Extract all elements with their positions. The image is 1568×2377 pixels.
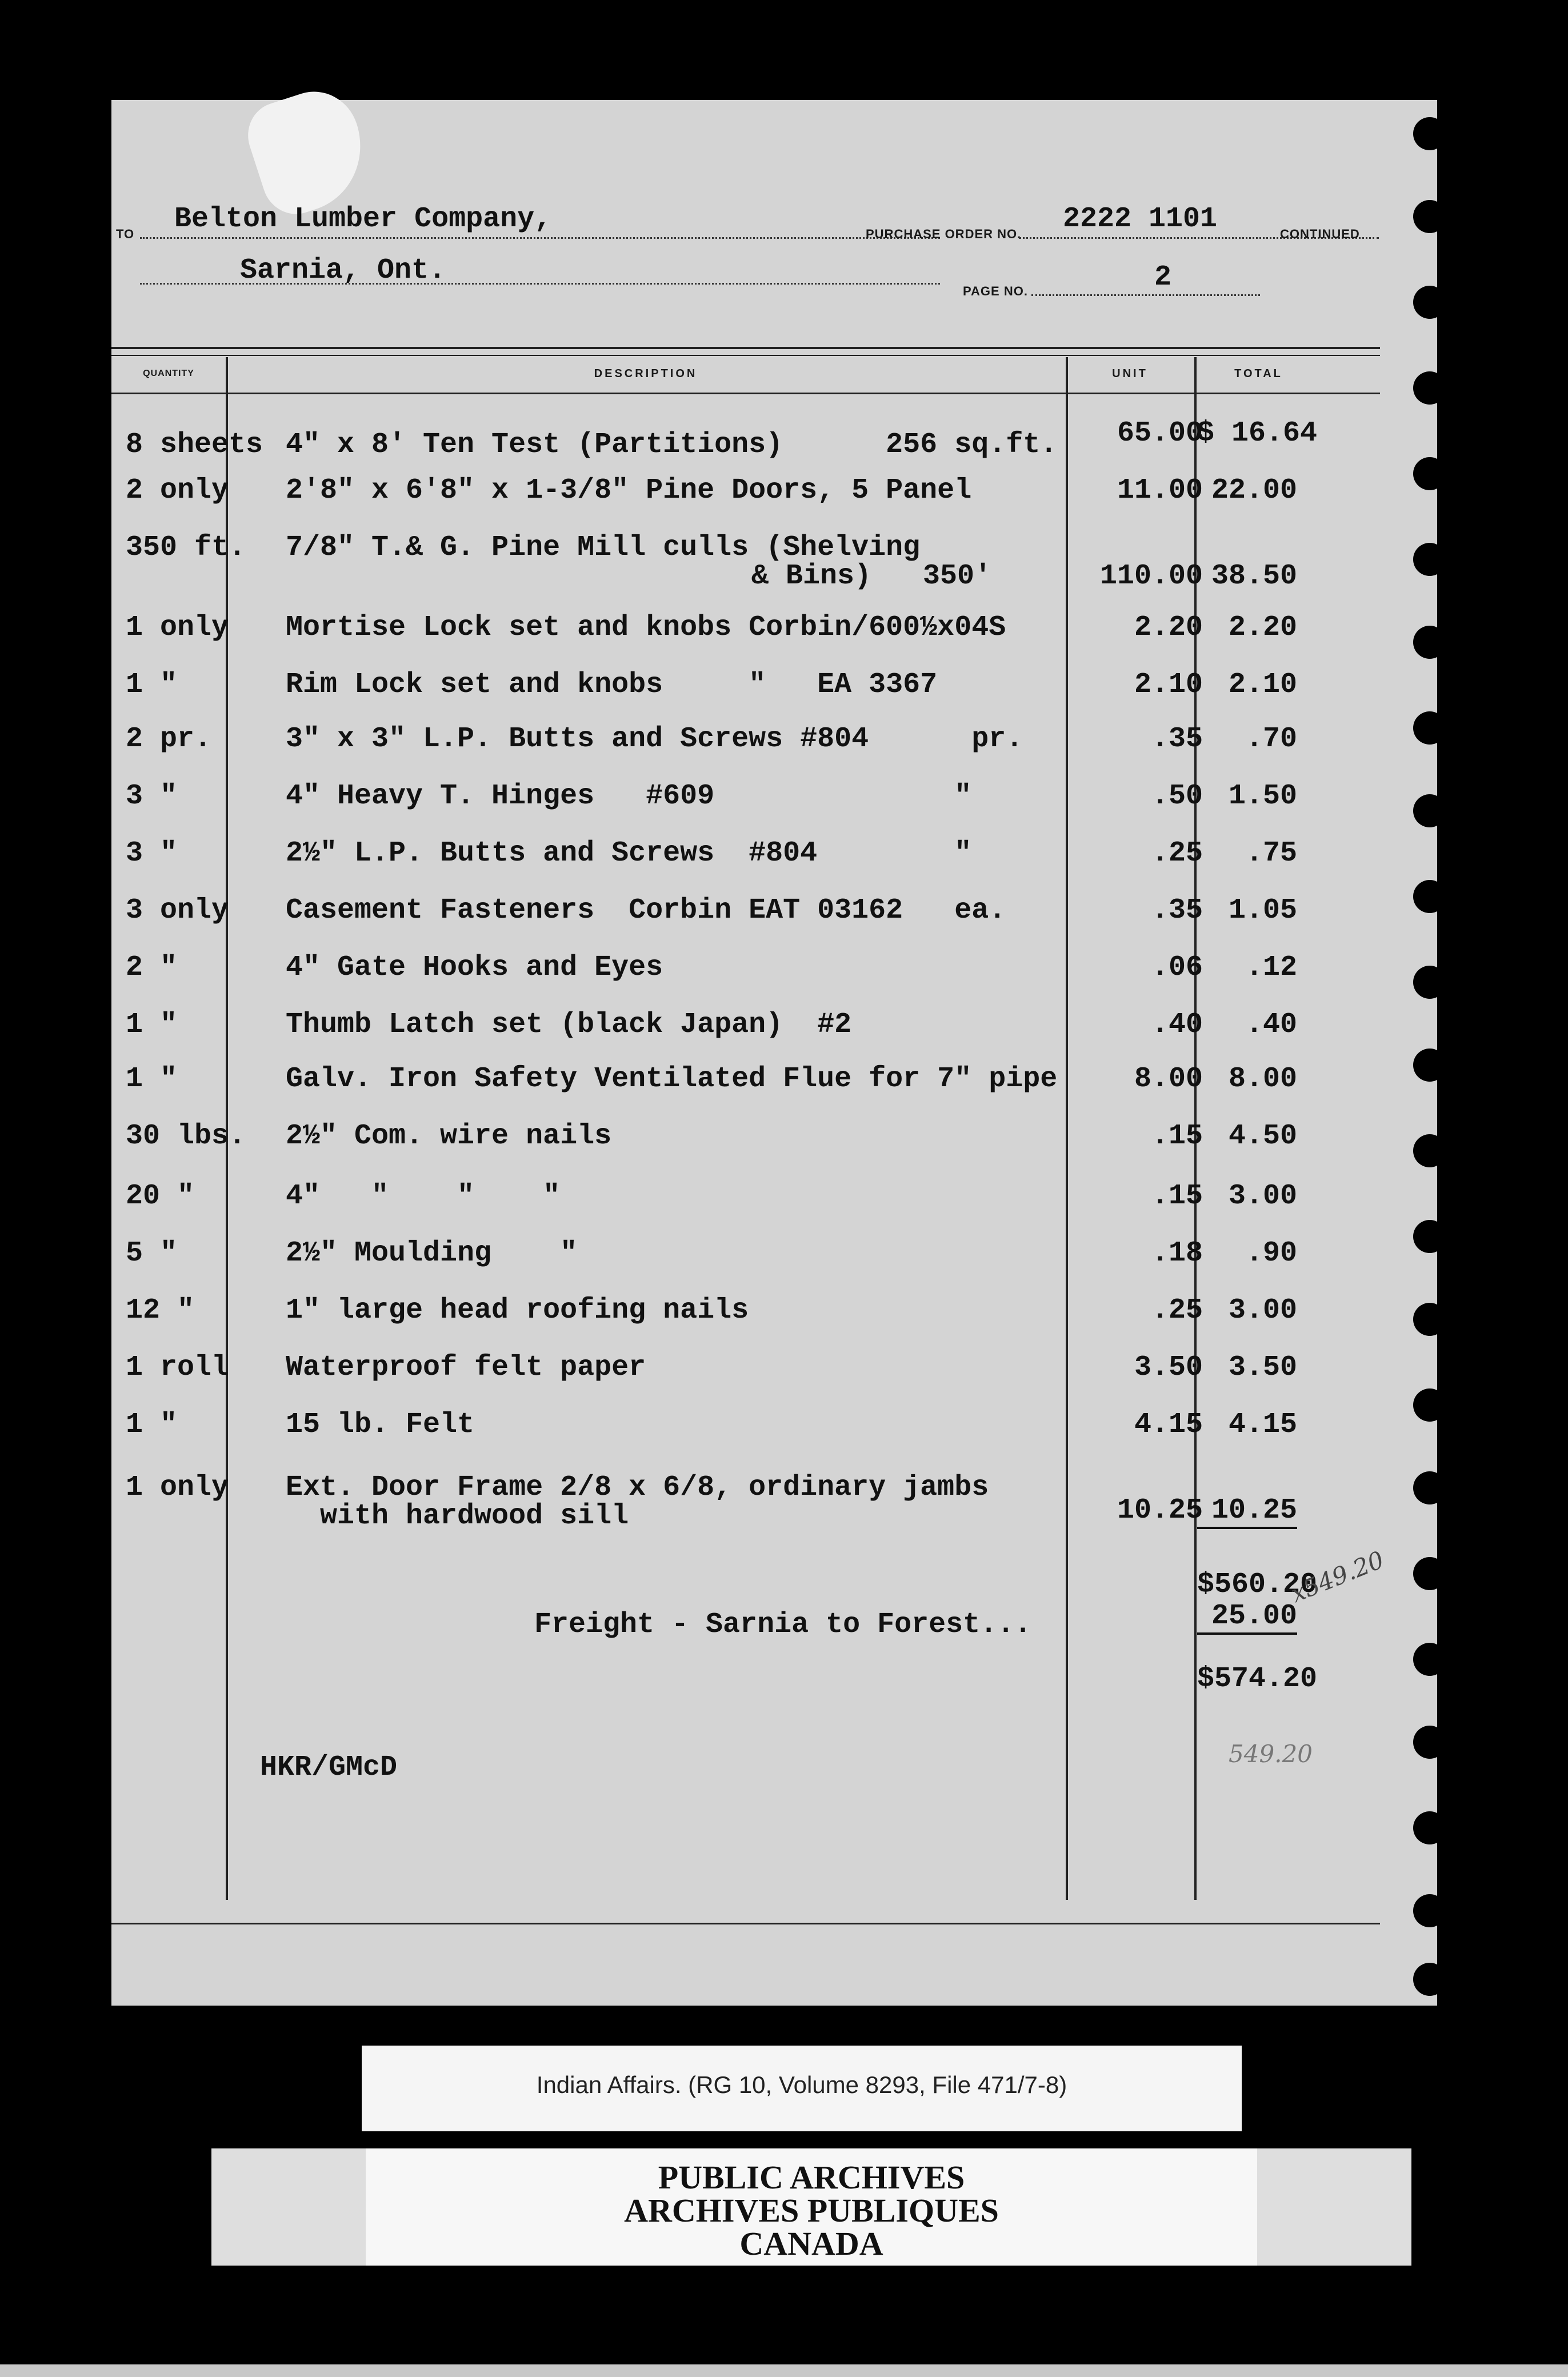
- item-description-cont: & Bins) 350': [751, 560, 992, 593]
- torn-corner: [239, 81, 378, 223]
- item-unit-price: 8.00: [1134, 1063, 1203, 1095]
- item-description: 1" large head roofing nails: [286, 1294, 749, 1327]
- page-number: 2: [1154, 261, 1172, 294]
- purchase-order-page: [111, 100, 1437, 2006]
- to-label: TO: [116, 227, 135, 241]
- punch-hole: [1413, 1894, 1446, 1927]
- item-description: Ext. Door Frame 2/8 x 6/8, ordinary jambs: [286, 1471, 989, 1504]
- table-row: [111, 669, 1437, 709]
- table-row: [111, 1063, 1437, 1103]
- table-row: [111, 780, 1437, 820]
- item-quantity: 350 ft.: [126, 531, 246, 564]
- table-row: [111, 611, 1437, 651]
- item-unit-price: 4.15: [1134, 1408, 1203, 1441]
- item-quantity: 30 lbs.: [126, 1120, 246, 1153]
- to-line: [140, 237, 940, 239]
- item-quantity: 5 ": [126, 1237, 178, 1270]
- item-quantity: 3 ": [126, 837, 178, 870]
- item-quantity: 3 only: [126, 894, 229, 927]
- item-quantity: 12 ": [126, 1294, 195, 1327]
- table-row: [111, 1408, 1437, 1448]
- punch-hole: [1413, 117, 1446, 150]
- item-total: 4.15: [1228, 1408, 1297, 1441]
- archive-stamp-line1: PUBLIC ARCHIVES: [658, 2159, 965, 2196]
- item-description: Casement Fasteners Corbin EAT 03162 ea.: [286, 894, 1006, 927]
- archive-reference-label: [362, 2046, 1242, 2131]
- item-unit-price: 2.20: [1134, 611, 1203, 644]
- initials: HKR/GMcD: [260, 1751, 398, 1784]
- punch-hole: [1413, 1643, 1446, 1676]
- table-row: [111, 837, 1437, 877]
- item-total: 8.00: [1228, 1063, 1297, 1095]
- item-total: 2.10: [1228, 669, 1297, 701]
- item-unit-price: 2.10: [1134, 669, 1203, 701]
- item-unit-price: 3.50: [1134, 1351, 1203, 1384]
- item-quantity: 20 ": [126, 1180, 195, 1212]
- item-total: .12: [1245, 951, 1297, 984]
- table-row: [111, 1180, 1437, 1220]
- table-row: [111, 894, 1437, 934]
- punch-hole: [1413, 1557, 1446, 1590]
- item-total: 3.00: [1228, 1294, 1297, 1327]
- item-description: 2½" Com. wire nails: [286, 1120, 612, 1153]
- archive-reference: Indian Affairs. (RG 10, Volume 8293, File 471/7-8): [536, 2071, 1067, 2098]
- archive-stamp: [211, 2148, 1411, 2266]
- item-description: 2½" Moulding ": [286, 1237, 578, 1270]
- grand-total: $574.20: [1197, 1663, 1318, 1695]
- item-total: 1.05: [1228, 894, 1297, 927]
- page-label: PAGE NO.: [963, 284, 1028, 298]
- film-edge: [0, 2364, 1568, 2377]
- item-unit-price: 110.00: [1099, 560, 1203, 593]
- item-unit-price: .40: [1151, 1009, 1203, 1041]
- vendor-name: Belton Lumber Company,: [174, 203, 552, 235]
- item-total: 3.50: [1228, 1351, 1297, 1384]
- vendor-city: Sarnia, Ont.: [240, 254, 446, 287]
- item-unit-price: .35: [1151, 894, 1203, 927]
- punch-hole: [1413, 286, 1446, 319]
- item-description: 2½" L.P. Butts and Screws #804 ": [286, 837, 972, 870]
- item-unit-price: .06: [1151, 951, 1203, 984]
- archive-stamp-panel: [366, 2148, 1257, 2266]
- item-description: Waterproof felt paper: [286, 1351, 646, 1384]
- item-description: Galv. Iron Safety Ventilated Flue for 7" pipe: [286, 1063, 1058, 1095]
- item-total: 22.00: [1211, 474, 1297, 507]
- table-row: [111, 1471, 1437, 1532]
- archive-stamp-line2: ARCHIVES PUBLIQUES: [624, 2192, 999, 2229]
- item-unit-price: .15: [1151, 1120, 1203, 1153]
- item-quantity: 2 only: [126, 474, 229, 507]
- item-total: 2.20: [1228, 611, 1297, 644]
- table-row: [111, 531, 1437, 593]
- table-row: [111, 723, 1437, 763]
- item-quantity: 1 ": [126, 1063, 178, 1095]
- item-total: .90: [1245, 1237, 1297, 1270]
- item-unit-price: .25: [1151, 837, 1203, 870]
- item-total: 38.50: [1211, 560, 1297, 593]
- item-description: 4" x 8' Ten Test (Partitions) 256 sq.ft.: [286, 429, 1058, 461]
- item-description-cont: with hardwood sill: [286, 1500, 629, 1532]
- item-quantity: 2 pr.: [126, 723, 212, 755]
- handwritten-margin-note: x549.20: [1287, 1545, 1388, 1608]
- punch-hole: [1413, 1811, 1446, 1844]
- item-quantity: 1 ": [126, 1408, 178, 1441]
- handwritten-total-note: 549.20: [1229, 1740, 1313, 1768]
- item-total: .70: [1245, 723, 1297, 755]
- item-description: 4" " " ": [286, 1180, 561, 1212]
- item-total: .40: [1245, 1009, 1297, 1041]
- item-unit-price: 65.00: [1117, 417, 1203, 450]
- item-quantity: 2 ": [126, 951, 178, 984]
- subtotal: $560.20: [1197, 1568, 1318, 1601]
- table-row: [111, 417, 1437, 469]
- item-description: 2'8" x 6'8" x 1-3/8" Pine Doors, 5 Panel: [286, 474, 972, 507]
- table-row: [111, 951, 1437, 991]
- item-total: .75: [1245, 837, 1297, 870]
- archive-stamp-line3: CANADA: [739, 2225, 883, 2262]
- item-quantity: 1 ": [126, 669, 178, 701]
- table-top-rule: [111, 347, 1380, 349]
- item-unit-price: 10.25: [1117, 1494, 1203, 1527]
- freight-amount: 25.00: [1197, 1600, 1297, 1635]
- punch-hole: [1413, 200, 1446, 233]
- table-row: [111, 1351, 1437, 1391]
- item-quantity: 1 roll: [126, 1351, 229, 1384]
- po-number: 2222 1101: [1063, 203, 1218, 235]
- item-quantity: 8 sheets: [126, 429, 263, 461]
- item-total: 4.50: [1228, 1120, 1297, 1153]
- item-total: 3.00: [1228, 1180, 1297, 1212]
- item-description: 3" x 3" L.P. Butts and Screws #804 pr.: [286, 723, 1023, 755]
- item-unit-price: .35: [1151, 723, 1203, 755]
- item-total: $ 16.64: [1197, 417, 1318, 450]
- punch-hole: [1413, 1963, 1446, 1996]
- item-quantity: 1 ": [126, 1009, 178, 1041]
- punch-hole: [1413, 371, 1446, 405]
- header-bottom-rule: [111, 393, 1380, 394]
- item-unit-price: .15: [1151, 1180, 1203, 1212]
- item-description: 4" Gate Hooks and Eyes: [286, 951, 663, 984]
- table-row: [111, 1120, 1437, 1160]
- item-description: Rim Lock set and knobs " EA 3367: [286, 669, 938, 701]
- table-row: [111, 1294, 1437, 1334]
- po-label: PURCHASE ORDER NO.: [866, 227, 1022, 241]
- table-row: [111, 1009, 1437, 1049]
- table-bottom-rule: [111, 1923, 1380, 1924]
- col-unit: UNIT: [1112, 367, 1148, 380]
- item-quantity: 3 ": [126, 780, 178, 813]
- col-quantity: QUANTITY: [143, 369, 194, 378]
- continued-label: CONTINUED: [1280, 227, 1360, 241]
- item-unit-price: .25: [1151, 1294, 1203, 1327]
- item-total: 10.25: [1197, 1494, 1297, 1529]
- table-top-rule-2: [111, 355, 1380, 356]
- item-description: Mortise Lock set and knobs Corbin/600½x04S: [286, 611, 1006, 644]
- item-quantity: 1 only: [126, 611, 229, 644]
- item-unit-price: 11.00: [1117, 474, 1203, 507]
- item-description: 7/8" T.& G. Pine Mill culls (Shelving: [286, 531, 921, 564]
- item-unit-price: .50: [1151, 780, 1203, 813]
- col-description: DESCRIPTION: [594, 367, 698, 380]
- punch-hole: [1413, 1726, 1446, 1759]
- item-quantity: 1 only: [126, 1471, 229, 1504]
- item-description: Thumb Latch set (black Japan) #2: [286, 1009, 852, 1041]
- item-total: 1.50: [1228, 780, 1297, 813]
- item-description: 4" Heavy T. Hinges #609 ": [286, 780, 972, 813]
- table-row: [111, 474, 1437, 514]
- freight-label: Freight - Sarnia to Forest...: [534, 1608, 1032, 1641]
- page-line: [1031, 294, 1260, 296]
- col-total: TOTAL: [1234, 367, 1283, 380]
- table-row: [111, 1237, 1437, 1277]
- item-description: 15 lb. Felt: [286, 1408, 475, 1441]
- item-unit-price: .18: [1151, 1237, 1203, 1270]
